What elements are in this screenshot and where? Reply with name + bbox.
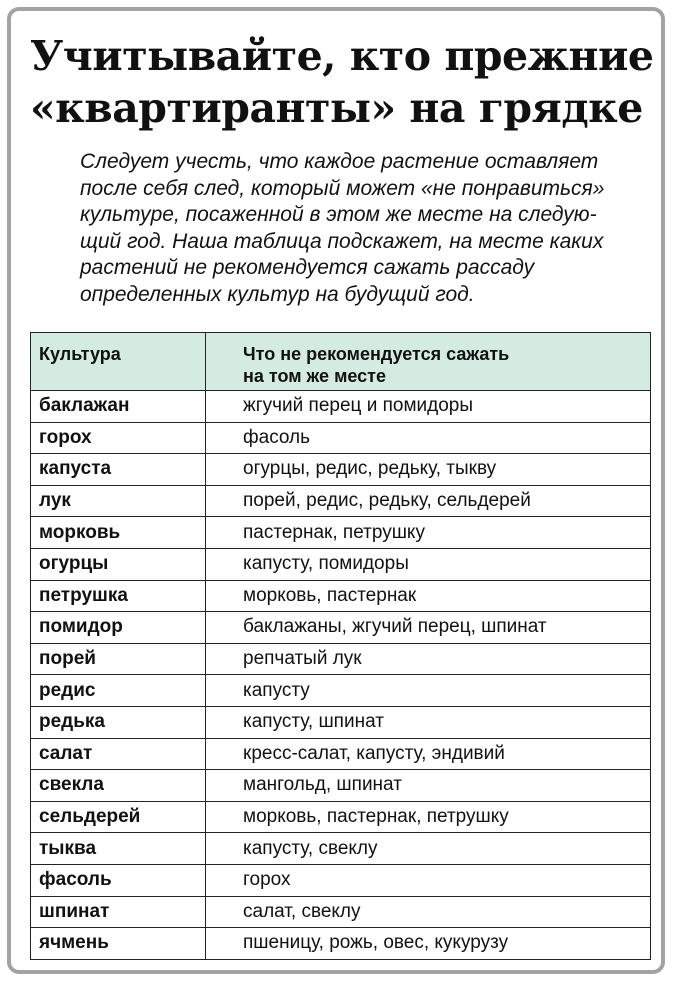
- table-row: [31, 864, 651, 896]
- crop-cell: салат: [31, 738, 206, 770]
- table-row: [31, 422, 651, 454]
- avoid-cell: капусту, помидоры: [206, 548, 651, 580]
- avoid-cell: салат, свеклу: [206, 896, 651, 928]
- header-avoid-line: на том же месте: [243, 366, 386, 386]
- crop-cell: шпинат: [31, 896, 206, 928]
- table-row: [31, 675, 651, 707]
- avoid-cell: пастернак, петрушку: [206, 517, 651, 549]
- title-line: Учитывайте, кто прежние: [30, 32, 654, 80]
- lead-paragraph: [80, 149, 652, 308]
- crop-cell: редис: [31, 675, 206, 707]
- table-row: [31, 485, 651, 517]
- crop-cell: огурцы: [31, 548, 206, 580]
- article-title: [30, 30, 654, 134]
- lead-line: культуре, посаженной в этом же месте на следую-: [80, 203, 597, 226]
- avoid-cell: капусту, свеклу: [206, 833, 651, 865]
- avoid-cell: морковь, пастернак, петрушку: [206, 801, 651, 833]
- avoid-cell: баклажаны, жгучий перец, шпинат: [206, 612, 651, 644]
- avoid-cell: пшеницу, рожь, овес, кукурузу: [206, 928, 651, 960]
- crop-cell: сельдерей: [31, 801, 206, 833]
- table-row: [31, 706, 651, 738]
- avoid-cell: фасоль: [206, 422, 651, 454]
- crop-cell: тыква: [31, 833, 206, 865]
- avoid-cell: капусту, шпинат: [206, 706, 651, 738]
- avoid-cell: кресс-салат, капусту, эндивий: [206, 738, 651, 770]
- avoid-cell: огурцы, редис, редьку, тыкву: [206, 454, 651, 486]
- crop-cell: помидор: [31, 612, 206, 644]
- crop-cell: капуста: [31, 454, 206, 486]
- table-row: [31, 643, 651, 675]
- crop-cell: лук: [31, 485, 206, 517]
- avoid-cell: жгучий перец и помидоры: [206, 391, 651, 423]
- table-row: [31, 612, 651, 644]
- crop-cell: свекла: [31, 770, 206, 802]
- lead-line: определенных культур на будущий год.: [80, 282, 475, 306]
- crop-cell: баклажан: [31, 391, 206, 423]
- table-row: [31, 454, 651, 486]
- table-row: [31, 770, 651, 802]
- avoid-cell: репчатый лук: [206, 643, 651, 675]
- table-row: [31, 548, 651, 580]
- table-row: [31, 517, 651, 549]
- lead-line: Следует учесть, что каждое растение оставляет: [80, 150, 599, 173]
- avoid-cell: порей, редис, редьку, сельдерей: [206, 485, 651, 517]
- crop-cell: горох: [31, 422, 206, 454]
- header-avoid: [206, 333, 651, 391]
- table-row: [31, 833, 651, 865]
- table-row: [31, 738, 651, 770]
- lead-line: после себя след, который может «не понравиться»: [80, 176, 605, 200]
- crop-cell: порей: [31, 643, 206, 675]
- header-crop: Культура: [31, 333, 206, 391]
- table-row: [31, 928, 651, 960]
- header-avoid-line: Что не рекомендуется сажать: [243, 344, 510, 364]
- lead-line: щий год. Наша таблица подскажет, на месте каких: [80, 229, 604, 253]
- avoid-cell: мангольд, шпинат: [206, 770, 651, 802]
- crop-cell: фасоль: [31, 864, 206, 896]
- table-row: [31, 801, 651, 833]
- table-row: [31, 391, 651, 423]
- avoid-cell: капусту: [206, 675, 651, 707]
- table-row: [31, 896, 651, 928]
- lead-line: растений не рекомендуется сажать рассаду: [80, 256, 535, 279]
- table-body: [31, 391, 651, 960]
- crop-cell: ячмень: [31, 928, 206, 960]
- table-header-row: [31, 333, 651, 391]
- avoid-cell: морковь, пастернак: [206, 580, 651, 612]
- crop-cell: морковь: [31, 517, 206, 549]
- crop-cell: редька: [31, 706, 206, 738]
- title-line: «квартиранты» на грядке: [30, 84, 643, 132]
- avoid-cell: горох: [206, 864, 651, 896]
- table-row: [31, 580, 651, 612]
- crop-rotation-table: [30, 332, 651, 960]
- crop-cell: петрушка: [31, 580, 206, 612]
